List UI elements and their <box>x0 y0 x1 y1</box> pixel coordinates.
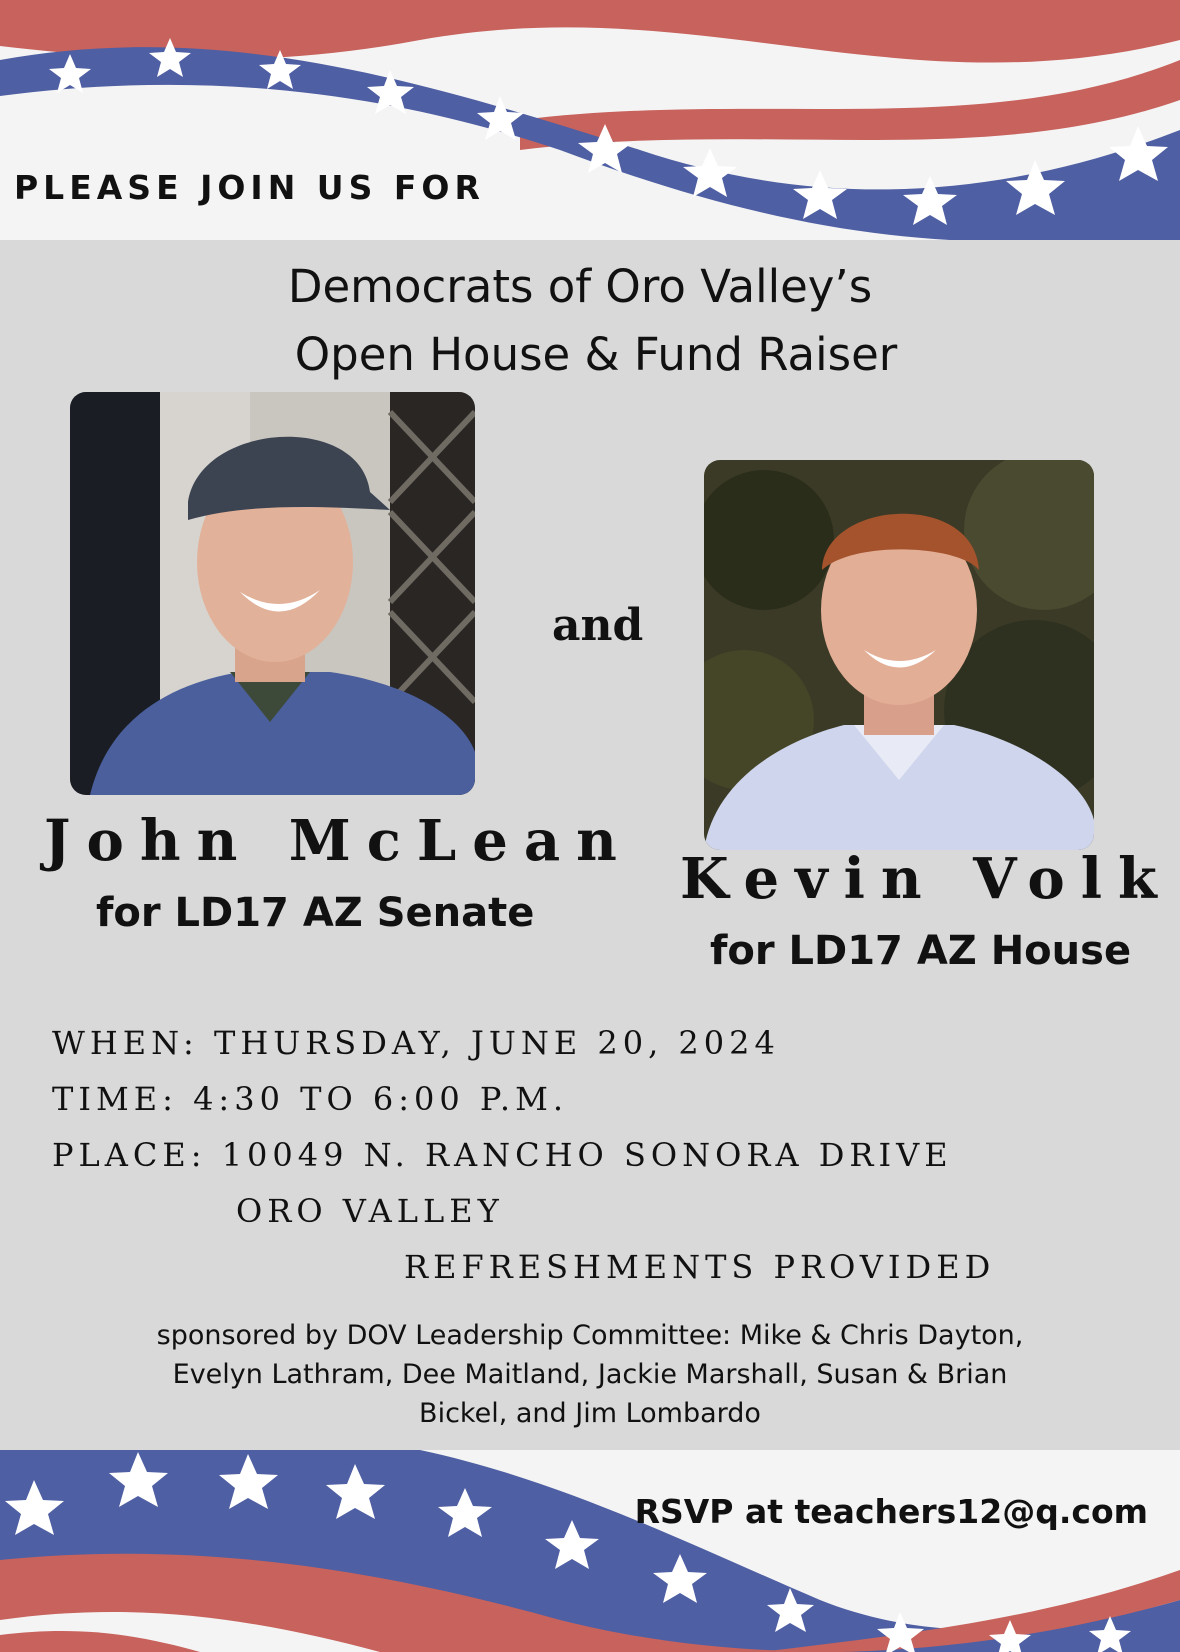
john-mclean-photo <box>70 392 475 795</box>
refreshments-note: REFRESHMENTS PROVIDED <box>404 1248 996 1286</box>
kevin-volk-name: Kevin Volk <box>680 846 1173 912</box>
kevin-volk-photo <box>704 460 1094 850</box>
event-place: PLACE: 10049 N. RANCHO SONORA DRIVE <box>52 1136 953 1174</box>
and-connector: and <box>552 600 644 651</box>
sponsor-text <box>100 1316 1080 1433</box>
john-mclean-name: John McLean <box>44 808 633 874</box>
event-title-line2: Open House & Fund Raiser <box>294 328 898 381</box>
kevin-volk-office: for LD17 AZ House <box>710 928 1132 974</box>
sponsor-line3: Bickel, and Jim Lombardo <box>419 1398 761 1429</box>
john-mclean-office: for LD17 AZ Senate <box>96 890 535 936</box>
event-title-line1: Democrats of Oro Valley’s <box>287 260 873 313</box>
rsvp-email: RSVP at teachers12@q.com <box>634 1492 1148 1531</box>
event-date: WHEN: THURSDAY, JUNE 20, 2024 <box>52 1024 780 1062</box>
event-city: ORO VALLEY <box>236 1192 504 1230</box>
sponsor-line1: sponsored by DOV Leadership Committee: Mike & Chris Dayton, <box>156 1320 1024 1351</box>
sponsor-line2: Evelyn Lathram, Dee Maitland, Jackie Marshall, Susan & Brian <box>172 1359 1008 1390</box>
join-heading: PLEASE JOIN US FOR <box>14 168 485 207</box>
event-time: TIME: 4:30 TO 6:00 P.M. <box>52 1080 569 1118</box>
bottom-flag-banner <box>0 1450 1180 1652</box>
